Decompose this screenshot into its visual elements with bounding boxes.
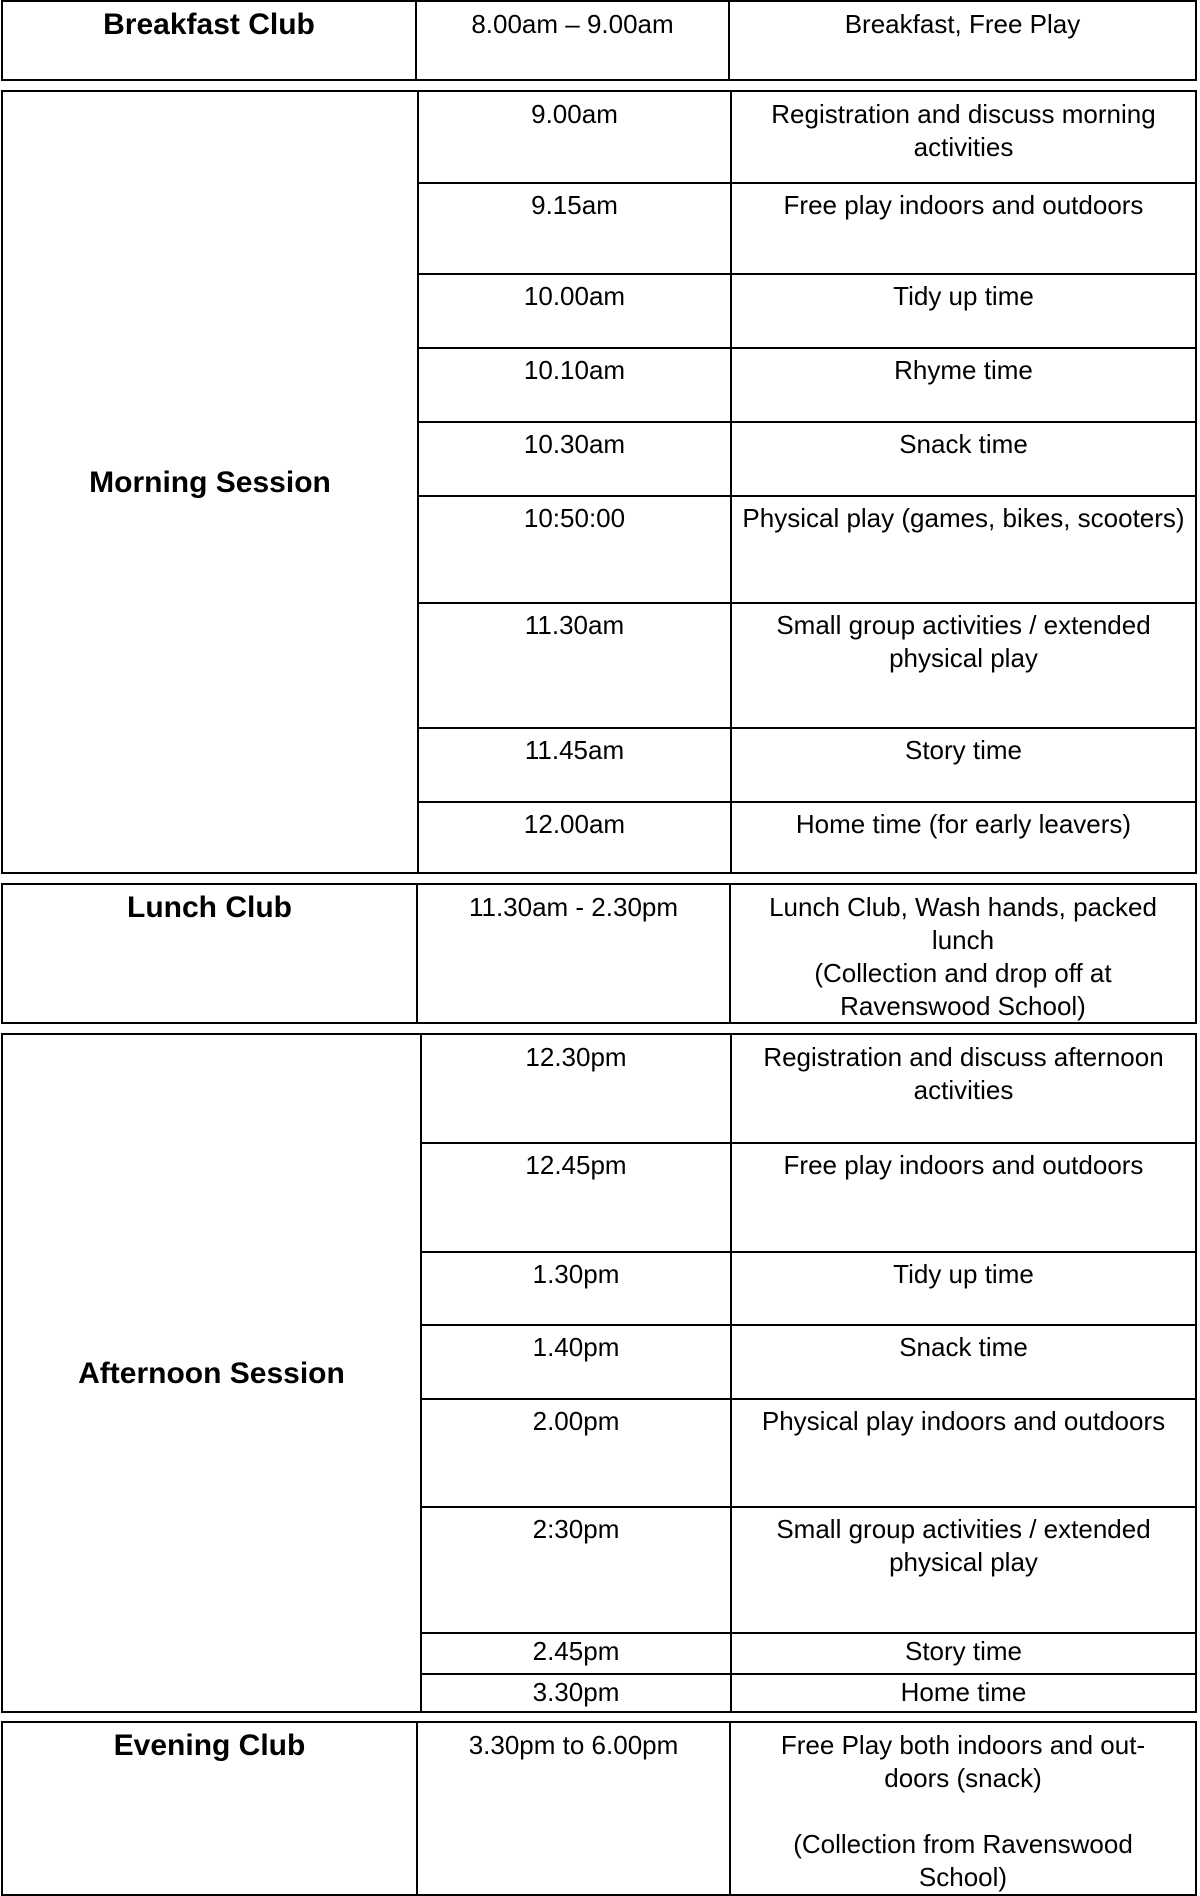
activity-cell: Registration and discuss afternoon activities	[763, 1042, 1164, 1105]
morning-session-table	[1, 90, 1197, 874]
time-cell: 2:30pm	[532, 1514, 620, 1544]
section-label: Lunch Club	[127, 891, 292, 924]
evening-club-table	[1, 1721, 1197, 1896]
afternoon-session-table	[1, 1033, 1197, 1713]
time-cell: 10.00am	[523, 281, 626, 311]
activity-cell: Rhyme time	[894, 355, 1033, 385]
lunch-club-table	[1, 883, 1197, 1024]
activity-cell: Tidy up time	[893, 1259, 1034, 1289]
time-cell: 12.30pm	[525, 1042, 627, 1072]
activity-cell: Physical play indoors and outdoors	[761, 1406, 1166, 1436]
section-label: Evening Club	[113, 1729, 306, 1762]
activity-cell	[731, 1723, 1195, 1894]
time-cell: 9.15am	[531, 190, 618, 220]
time-cell: 12.00am	[523, 809, 626, 839]
breakfast-club-table	[1, 0, 1197, 81]
time-cell: 11.45am	[524, 735, 625, 765]
activity-cell: Snack time	[899, 1332, 1028, 1362]
time-cell: 9.00am	[531, 99, 618, 129]
time-cell: 8.00am – 9.00am	[471, 9, 674, 39]
activity-cell: Small group activities / extended physical play	[776, 1514, 1151, 1577]
activity-cell: Home time	[900, 1677, 1027, 1707]
time-cell: 2.45pm	[532, 1636, 620, 1666]
time-cell: 10.10am	[523, 355, 626, 385]
activity-cell: Breakfast, Free Play	[844, 9, 1081, 39]
section-label: Afternoon Session	[78, 1356, 345, 1390]
activity-cell: Home time (for early leavers)	[795, 809, 1132, 839]
time-cell: 1.30pm	[532, 1259, 620, 1289]
time-cell: 2.00pm	[532, 1406, 620, 1436]
activity-cell: Story time	[904, 735, 1023, 765]
section-label: Breakfast Club	[103, 8, 315, 41]
activity-cell: Free play indoors and outdoors	[783, 1150, 1144, 1180]
activity-cell: Tidy up time	[893, 281, 1034, 311]
section-label: Morning Session	[89, 465, 331, 499]
time-cell: 12.45pm	[525, 1150, 627, 1180]
activity-text: Lunch Club, Wash hands, packed lunch	[769, 892, 1157, 955]
activity-cell: Small group activities / extended physical play	[776, 610, 1151, 673]
time-cell: 11.30am - 2.30pm	[468, 892, 679, 922]
time-cell: 3.30pm	[532, 1677, 620, 1707]
activity-cell	[731, 885, 1195, 1023]
time-cell: 10:50:00	[523, 503, 626, 533]
activity-cell: Story time	[904, 1636, 1023, 1666]
time-cell: 1.40pm	[532, 1332, 620, 1362]
activity-text: Free Play both indoors and out-doors (snack)	[780, 1730, 1146, 1793]
activity-cell: Free play indoors and outdoors	[783, 190, 1144, 220]
time-cell: 11.30am	[524, 610, 625, 640]
activity-cell: Physical play (games, bikes, scooters)	[742, 503, 1185, 533]
time-cell: 10.30am	[523, 429, 626, 459]
activity-note: (Collection from Ravenswood School)	[793, 1829, 1133, 1892]
activity-cell: Snack time	[899, 429, 1028, 459]
activity-note: (Collection and drop off at Ravenswood School)	[814, 958, 1112, 1021]
activity-cell: Registration and discuss morning activities	[771, 99, 1156, 162]
time-cell: 3.30pm to 6.00pm	[468, 1730, 679, 1760]
